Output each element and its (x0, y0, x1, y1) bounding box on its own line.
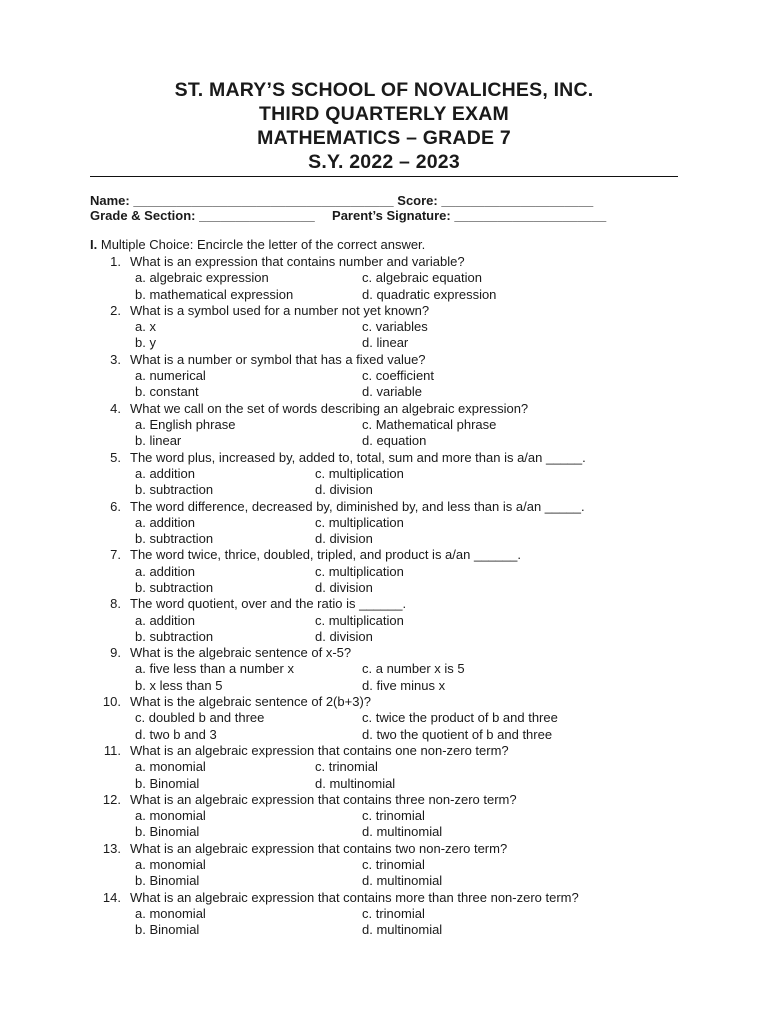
choice-b[interactable]: b. y (135, 335, 156, 351)
question-number: 12. (102, 791, 121, 807)
grade-blank: ________________ (199, 208, 315, 223)
question-text: What is an algebraic expression that contains one non-zero term? (130, 743, 509, 758)
info-row-grade (90, 208, 606, 223)
choice-c[interactable]: c. variables (362, 319, 428, 335)
question-number: 6. (110, 498, 121, 514)
choice-b[interactable]: b. linear (135, 433, 182, 449)
score-label: Score: (397, 193, 438, 208)
school-year: S.Y. 2022 – 2023 (308, 151, 460, 173)
question-number: 1. (110, 254, 121, 269)
choice-b[interactable]: b. Binomial (135, 922, 200, 938)
choice-d[interactable]: d. equation (362, 433, 427, 449)
question-number: 11. (103, 743, 121, 758)
choice-b[interactable]: b. subtraction (135, 531, 214, 547)
parent-label: Parent’s Signature: (332, 208, 451, 223)
question-text: The word plus, increased by, added to, total, sum and more than is a/an _____. (130, 449, 586, 465)
choice-b[interactable]: b. subtraction (135, 628, 214, 644)
choice-c[interactable]: c. trinomial (362, 808, 425, 824)
header-divider (90, 176, 678, 177)
choice-a[interactable]: a. addition (135, 563, 195, 579)
choice-d[interactable]: d. quadratic expression (362, 286, 497, 302)
choice-c[interactable]: c. coefficient (362, 368, 435, 384)
score-blank: _____________________ (441, 193, 594, 208)
choice-d[interactable]: d. division (315, 531, 373, 547)
choice-b[interactable]: b. mathematical expression (135, 286, 294, 302)
question-number: 7. (110, 547, 121, 563)
choice-c[interactable]: c. trinomial (362, 905, 425, 921)
choice-d[interactable]: d. division (315, 579, 373, 595)
question-text: What is an algebraic expression that contains more than three non-zero term? (130, 889, 579, 905)
choice-b[interactable]: b. Binomial (135, 775, 200, 791)
question-number: 10. (102, 694, 121, 710)
choice-b[interactable]: b. subtraction (135, 579, 214, 595)
choice-d[interactable]: d. division (315, 628, 373, 644)
choice-c[interactable]: c. multiplication (315, 514, 404, 530)
choice-b[interactable]: b. subtraction (135, 482, 214, 498)
choice-c[interactable]: c. twice the product of b and three (362, 710, 558, 726)
question-number: 14. (102, 889, 121, 905)
choice-a[interactable]: c. doubled b and three (135, 710, 265, 726)
choice-d[interactable]: d. multinomial (362, 922, 443, 938)
info-row-name (90, 193, 593, 208)
choice-a[interactable]: a. addition (135, 612, 195, 628)
choice-b[interactable]: b. Binomial (135, 824, 200, 840)
parent-blank: _____________________ (454, 208, 607, 223)
question-text: What is a number or symbol that has a fixed value? (130, 351, 426, 367)
choice-a[interactable]: a. monomial (135, 905, 206, 921)
choice-c[interactable]: c. a number x is 5 (362, 661, 465, 677)
name-blank: ____________________________________ (133, 193, 394, 208)
choice-c[interactable]: c. multiplication (315, 563, 404, 579)
choice-c[interactable]: c. Mathematical phrase (362, 416, 497, 432)
exam-header (0, 78, 768, 174)
instruction-text: Multiple Choice: Encircle the letter of the correct answer. (100, 237, 426, 252)
choice-a[interactable]: a. x (135, 319, 156, 335)
question-text: The word twice, thrice, doubled, tripled, and product is a/an ______. (130, 547, 521, 563)
choice-a[interactable]: a. monomial (135, 808, 206, 824)
choice-d[interactable]: d. linear (362, 335, 409, 351)
choice-a[interactable]: a. addition (135, 514, 195, 530)
choice-d[interactable]: d. multinomial (362, 824, 443, 840)
question-text: What is a symbol used for a number not yet known? (130, 302, 430, 318)
choice-a[interactable]: a. five less than a number x (135, 661, 294, 677)
choice-d[interactable]: d. multinomial (362, 873, 443, 889)
question-number: 8. (110, 596, 121, 612)
choice-c[interactable]: c. multiplication (315, 612, 404, 628)
choice-b[interactable]: b. x less than 5 (135, 677, 223, 693)
question-number: 4. (110, 400, 121, 416)
question-text: The word quotient, over and the ratio is ______. (130, 596, 407, 612)
choice-a[interactable]: a. numerical (135, 368, 206, 384)
choice-d[interactable]: d. division (315, 482, 373, 498)
choice-a[interactable]: a. algebraic expression (135, 270, 269, 286)
question-number: 3. (110, 351, 121, 367)
question-text: What is an algebraic expression that contains two non-zero term? (130, 840, 508, 856)
choice-b[interactable]: b. Binomial (135, 873, 200, 889)
question-text: The word difference, decreased by, diminished by, and less than is a/an _____. (130, 498, 585, 514)
grade-label: Grade & Section: (90, 208, 196, 223)
question-text: What is an expression that contains number and variable? (130, 254, 465, 269)
question-text: What we call on the set of words describing an algebraic expression? (130, 400, 529, 416)
choice-b[interactable]: d. two b and 3 (135, 726, 217, 742)
choice-a[interactable]: a. English phrase (135, 416, 236, 432)
choice-d[interactable]: d. variable (362, 384, 422, 400)
choice-d[interactable]: d. two the quotient of b and three (362, 726, 553, 742)
name-label: Name: (90, 193, 130, 208)
school-name: ST. MARY’S SCHOOL OF NOVALICHES, INC. (174, 79, 594, 101)
choice-c[interactable]: c. trinomial (362, 857, 425, 873)
choice-a[interactable]: a. monomial (135, 759, 206, 775)
choice-a[interactable]: a. addition (135, 465, 195, 481)
choice-a[interactable]: a. monomial (135, 857, 206, 873)
question-text: What is an algebraic expression that contains three non-zero term? (130, 791, 517, 807)
section-numeral: I. (90, 237, 98, 252)
choice-d[interactable]: d. multinomial (315, 775, 396, 791)
subject-title: MATHEMATICS – GRADE 7 (257, 127, 511, 149)
question-number: 2. (110, 302, 121, 318)
question-text: What is the algebraic sentence of x-5? (130, 645, 352, 661)
question-number: 5. (110, 449, 121, 465)
question-text: What is the algebraic sentence of 2(b+3)? (130, 694, 372, 710)
section-instruction (90, 237, 425, 252)
question-number: 13. (102, 840, 121, 856)
choice-d[interactable]: d. five minus x (362, 677, 446, 693)
choice-c[interactable]: c. algebraic equation (362, 270, 482, 286)
choice-c[interactable]: c. trinomial (315, 759, 378, 775)
exam-title: THIRD QUARTERLY EXAM (259, 103, 509, 125)
question-number: 9. (110, 645, 121, 661)
choice-c[interactable]: c. multiplication (315, 465, 404, 481)
choice-b[interactable]: b. constant (135, 384, 199, 400)
